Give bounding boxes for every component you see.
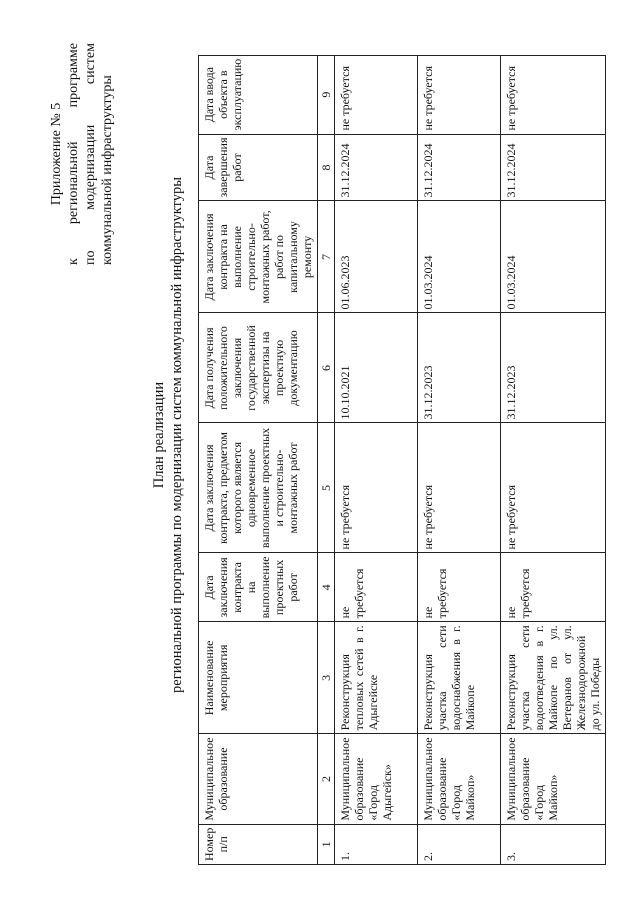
header-combined-contract: Дата заключения контракта, предметом которого является одновременное выполнение проектных и строительно-монтажных работ	[199, 423, 318, 553]
row-construction-contract: 01.06.2023	[335, 201, 418, 313]
row-number: 3.	[501, 824, 606, 864]
row-expertise: 31.12.2023	[501, 313, 606, 423]
row-completion: 31.12.2024	[418, 134, 501, 201]
row-event: Реконструкция тепловых сетей в г. Адыгейске	[335, 622, 418, 734]
appendix-note	[48, 43, 116, 265]
column-number: 6	[318, 313, 335, 423]
row-design-contract: не требуется	[335, 553, 418, 622]
header-number: Номер п/п	[199, 824, 318, 864]
row-design-contract: не требуется	[501, 553, 606, 622]
table-row	[501, 55, 606, 864]
row-event: Реконструкция участка сети водоснабжения в г. Майкопе	[418, 622, 501, 734]
row-municipality: Муниципальное образование «Город Адыгейск»	[335, 734, 418, 824]
row-completion: 31.12.2024	[335, 134, 418, 201]
header-expertise: Дата получения положительного заключения государственной экспертизы на проектную документацию	[199, 313, 318, 423]
row-number: 1.	[335, 824, 418, 864]
row-expertise: 10.10.2021	[335, 313, 418, 423]
plan-table	[198, 55, 606, 865]
row-commissioning: не требуется	[418, 55, 501, 134]
row-construction-contract: 01.03.2024	[501, 201, 606, 313]
column-number: 2	[318, 734, 335, 824]
row-construction-contract: 01.03.2024	[418, 201, 501, 313]
column-number: 4	[318, 553, 335, 622]
column-number-row	[318, 55, 335, 864]
row-expertise: 31.12.2023	[418, 313, 501, 423]
appendix-number: Приложение № 5	[49, 102, 64, 206]
row-number: 2.	[418, 824, 501, 864]
table-row	[335, 55, 418, 864]
plan-title-line-1: План реализации	[151, 381, 167, 489]
row-completion: 31.12.2024	[501, 134, 606, 201]
row-commissioning: не требуется	[501, 55, 606, 134]
header-commissioning: Дата ввода объекта в эксплуатацию	[199, 55, 318, 134]
row-combined-contract: не требуется	[418, 423, 501, 553]
table-header-row	[199, 55, 318, 864]
column-number: 9	[318, 55, 335, 134]
row-commissioning: не требуется	[335, 55, 418, 134]
appendix-line-4: коммунальной инфраструктуры	[100, 75, 115, 265]
column-number: 7	[318, 201, 335, 313]
plan-title-line-2: региональной программы по модернизации систем коммунальной инфраструктуры	[169, 177, 185, 693]
header-municipality: Муниципальное образование	[199, 734, 318, 824]
header-construction-contract: Дата заключения контракта на выполнение строительно-монтажных работ, работ по капитальному ремонту	[199, 201, 318, 313]
row-design-contract: не требуется	[418, 553, 501, 622]
row-event: Реконструкция участка сети водоотведения в г. Майкопе по ул. Ветеранов от ул. Железнодорожной до ул. Победы	[501, 622, 606, 734]
column-number: 8	[318, 134, 335, 201]
header-event: Наименование мероприятия	[199, 622, 318, 734]
appendix-line-2: к региональной программе	[66, 43, 81, 265]
row-combined-contract: не требуется	[335, 423, 418, 553]
column-number: 3	[318, 622, 335, 734]
column-number: 5	[318, 423, 335, 553]
table-row	[418, 55, 501, 864]
row-combined-contract: не требуется	[501, 423, 606, 553]
appendix-line-3: по модернизации систем	[83, 43, 98, 265]
plan-title	[150, 55, 186, 815]
row-municipality: Муниципальное образование «Город Майкоп»	[501, 734, 606, 824]
row-municipality: Муниципальное образование «Город Майкоп»	[418, 734, 501, 824]
header-completion: Дата завершения работ	[199, 134, 318, 201]
header-design-contract: Дата заключения контракта на выполнение проектных работ	[199, 553, 318, 622]
column-number: 1	[318, 824, 335, 864]
